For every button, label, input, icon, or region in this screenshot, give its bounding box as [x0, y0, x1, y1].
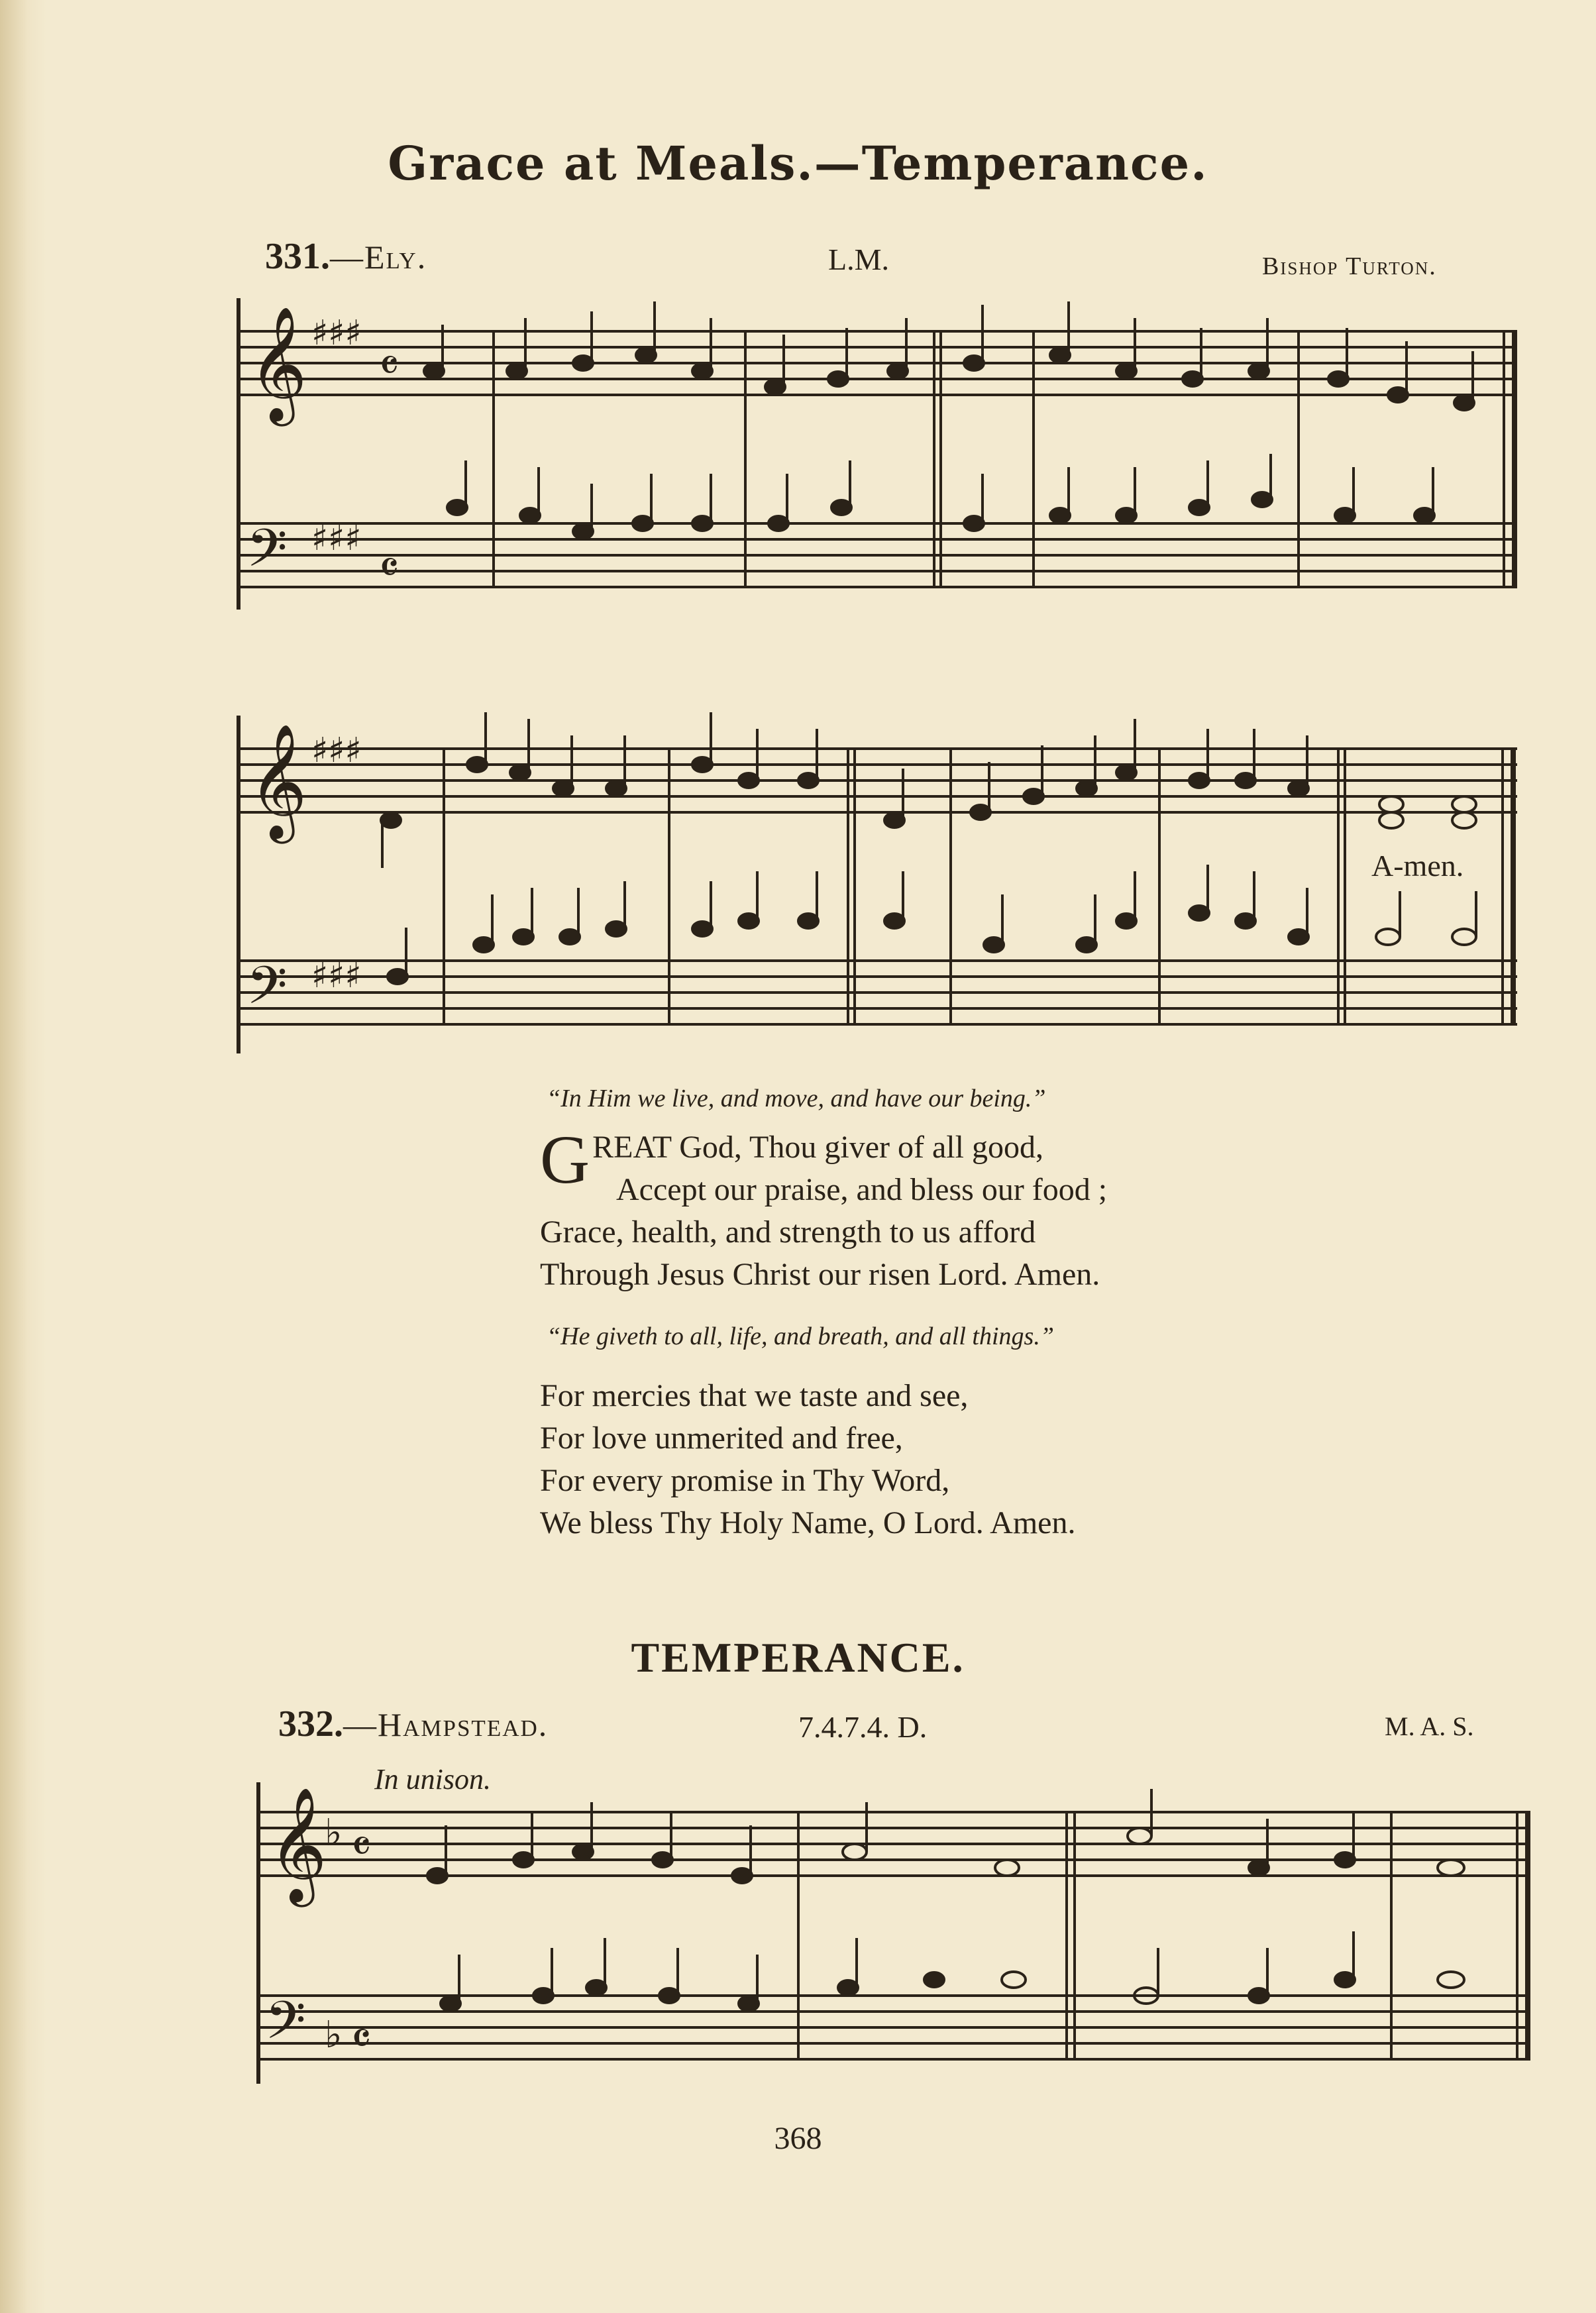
svg-text:♯♯♯: ♯♯♯: [311, 519, 362, 559]
system-2-treble-staff: [239, 749, 1517, 812]
svg-text:𝄴: 𝄴: [351, 2013, 372, 2065]
verse-1-line-3: Grace, health, and strength to us afford: [540, 1214, 1036, 1250]
svg-text:♯♯♯: ♯♯♯: [311, 956, 362, 996]
svg-text:♯♯♯: ♯♯♯: [311, 313, 362, 353]
verse-1-line-1: REAT God, Thou giver of all good,: [592, 1130, 1043, 1165]
svg-text:𝄴: 𝄴: [351, 1821, 372, 1873]
hymn-number: 331.: [265, 236, 330, 277]
verse-1-line-2: Accept our praise, and bless our food ;: [616, 1172, 1108, 1207]
amen-label: A-men.: [1371, 849, 1464, 883]
verse-1-line-4: Through Jesus Christ our risen Lord. Amen.: [540, 1257, 1100, 1292]
svg-text:♭: ♭: [325, 2014, 343, 2057]
svg-text:𝄢: 𝄢: [246, 955, 288, 1029]
verse-2-line-1: For mercies that we taste and see,: [540, 1378, 969, 1413]
running-head: Grace at Meals.—Temperance.: [388, 136, 1208, 191]
svg-text:♯♯♯: ♯♯♯: [311, 731, 362, 771]
hymn-332-composer: M. A. S.: [1385, 1711, 1474, 1741]
performance-direction: In unison.: [374, 1763, 491, 1796]
hymn-332-heading: [278, 1703, 548, 1745]
svg-text:𝄢: 𝄢: [246, 517, 288, 592]
hymn-331-meter: L.M.: [828, 242, 889, 276]
system-1-bass-staff: [239, 523, 1517, 587]
svg-text:𝄞: 𝄞: [268, 1787, 327, 1902]
hymn-number: 332.: [278, 1703, 343, 1745]
svg-text:𝄴: 𝄴: [379, 340, 399, 392]
verse-2: [540, 1375, 1401, 1544]
system-2-bass-staff: [239, 961, 1517, 1024]
svg-text:♭: ♭: [325, 1811, 343, 1855]
svg-text:𝄞: 𝄞: [248, 306, 307, 421]
verse-1-epigraph: “In Him we live, and move, and have our being.”: [547, 1085, 1046, 1112]
verse-2-epigraph: “He giveth to all, life, and breath, and all things.”: [547, 1322, 1054, 1350]
hymn-332-meter: 7.4.7.4. D.: [798, 1710, 928, 1744]
section-title: TEMPERANCE.: [631, 1634, 965, 1681]
page-number: 368: [774, 2121, 822, 2156]
drop-cap: G: [540, 1122, 590, 1198]
svg-text:𝄴: 𝄴: [379, 542, 399, 594]
verse-2-line-4: We bless Thy Holy Name, O Lord. Amen.: [540, 1505, 1076, 1540]
hymn-331-composer: Bishop Turton.: [1262, 252, 1437, 280]
verse-2-line-3: For every promise in Thy Word,: [540, 1463, 950, 1498]
verse-1: [540, 1122, 1401, 1296]
svg-text:𝄢: 𝄢: [265, 1990, 306, 2064]
tune-name: —Ely.: [330, 239, 427, 276]
verse-2-line-2: For love unmerited and free,: [540, 1421, 903, 1456]
svg-text:𝄞: 𝄞: [248, 724, 307, 839]
tune-name: —Hampstead.: [343, 1706, 549, 1743]
